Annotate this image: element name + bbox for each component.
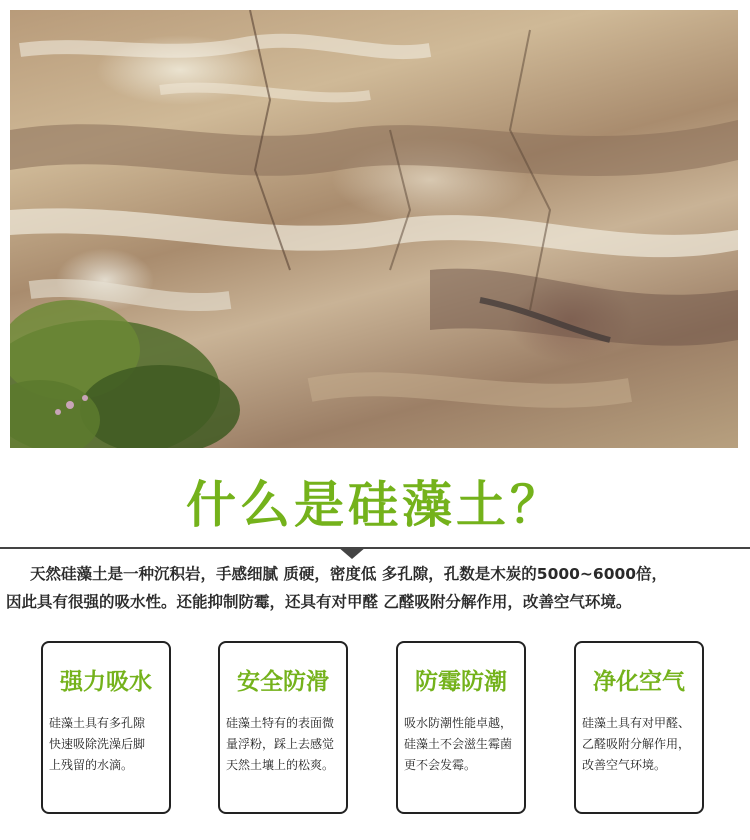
feature-description: 硅藻土具有对甲醛、 乙醛吸附分解作用， 改善空气环境。	[582, 716, 691, 772]
rock-strata-illustration	[10, 10, 738, 448]
feature-description: 硅藻土具有多孔隙 快速吸除洗澡后脚 上残留的水滴。	[49, 716, 146, 772]
feature-description: 硅藻土特有的表面微 量浮粉，踩上去感觉 天然土壤上的松爽。	[226, 716, 335, 772]
feature-title: 净化空气	[593, 669, 685, 695]
intro-line-1: 天然硅藻土是一种沉积岩，手感细腻 质硬，密度低 多孔隙，孔数是木炭的5000~6000倍，	[30, 565, 668, 583]
feature-title: 安全防滑	[237, 669, 329, 695]
hero-rock-photo	[10, 10, 738, 448]
feature-card-air-purification	[574, 641, 704, 814]
feature-title: 防霉防潮	[415, 669, 507, 695]
intro-paragraph	[6, 560, 746, 616]
divider-notch-arrow	[338, 547, 366, 559]
feature-description: 吸水防潮性能卓越， 硅藻土不会滋生霉菌 更不会发霉。	[404, 716, 513, 772]
divider-line	[0, 547, 750, 549]
page-title: 什么是硅藻土？	[186, 476, 564, 534]
intro-line-2: 因此具有很强的吸水性。还能抑制防霉，还具有对甲醛 乙醛吸附分解作用，改善空气环境。	[6, 593, 632, 611]
feature-title: 强力吸水	[60, 669, 152, 695]
feature-card-mold-proof	[396, 641, 526, 814]
feature-card-anti-slip	[218, 641, 348, 814]
feature-card-water-absorption	[41, 641, 171, 814]
